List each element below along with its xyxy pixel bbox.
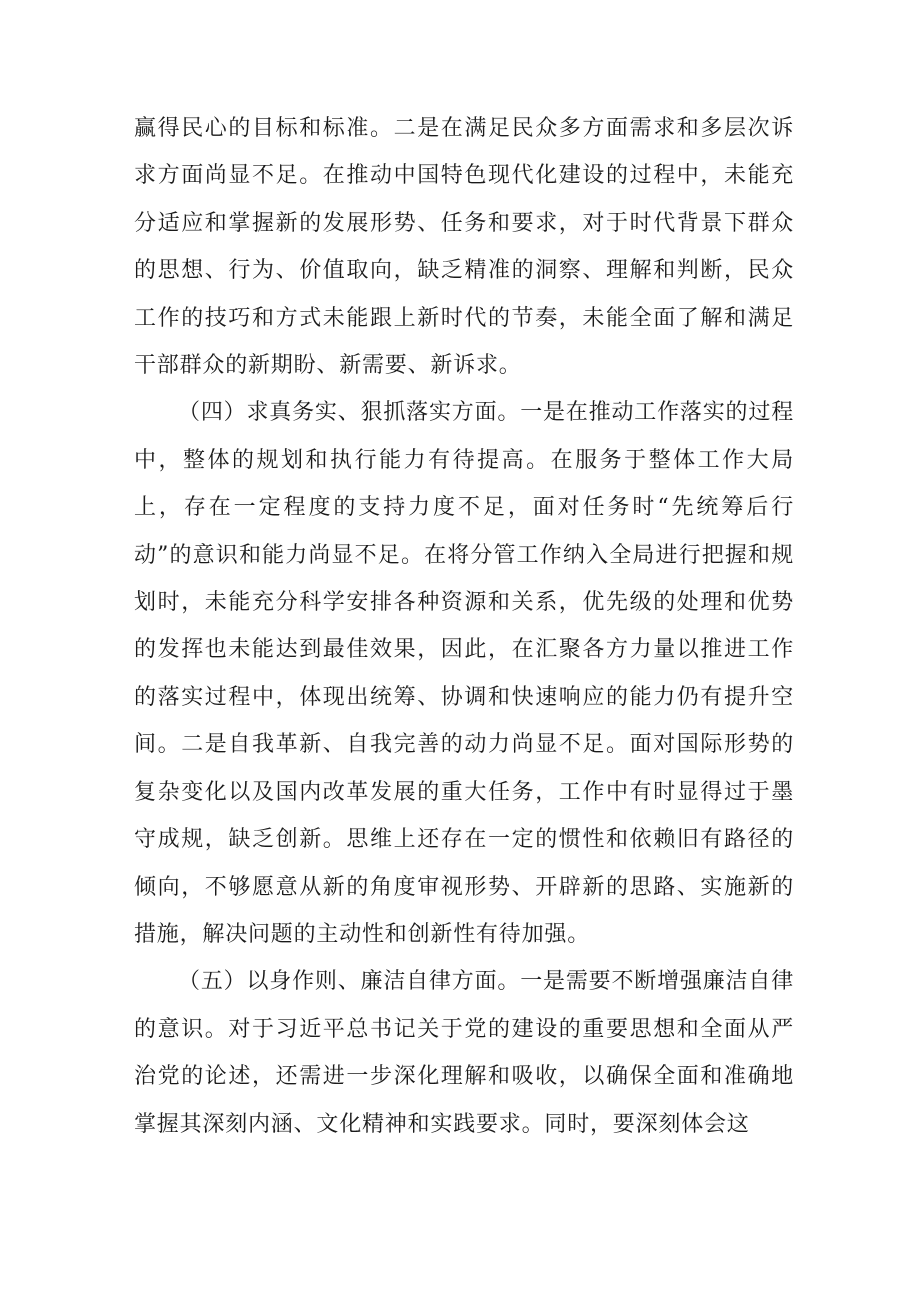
document-body	[134, 105, 794, 1148]
paragraph-continuation: 赢得民心的目标和标准。二是在满足民众多方面需求和多层次诉求方面尚显不足。在推动中国特色现代化建设的过程中，未能充分适应和掌握新的发展形势、任务和要求，对于时代背景下群众的思想、行为、价值取向，缺乏精准的洞察、理解和判断，民众工作的技巧和方式未能跟上新时代的节奏，未能全面了解和满足干部群众的新期盼、新需要、新诉求。	[134, 116, 794, 379]
paragraph-section-five: （五）以身作则、廉洁自律方面。一是需要不断增强廉洁自律的意识。对于习近平总书记关于党的建设的重要思想和全面从严治党的论述，还需进一步深化理解和吸收，以确保全面和准确地掌握其深刻内涵、文化精神和实践要求。同时，要深刻体会这	[134, 969, 794, 1137]
paragraph-section-four: （四）求真务实、狠抓落实方面。一是在推动工作落实的过程中，整体的规划和执行能力有待提高。在服务于整体工作大局上，存在一定程度的支持力度不足，面对任务时“先统筹后行动”的意识和能力尚显不足。在将分管工作纳入全局进行把握和规划时，未能充分科学安排各种资源和关系，优先级的处理和优势的发挥也未能达到最佳效果，因此，在汇聚各方力量以推进工作的落实过程中，体现出统筹、协调和快速响应的能力仍有提升空间。二是自我革新、自我完善的动力尚显不足。面对国际形势的复杂变化以及国内改革发展的重大任务，工作中有时显得过于墨守成规，缺乏创新。思维上还存在一定的惯性和依赖旧有路径的倾向，不够愿意从新的角度审视形势、开辟新的思路、实施新的措施，解决问题的主动性和创新性有待加强。	[134, 400, 794, 947]
